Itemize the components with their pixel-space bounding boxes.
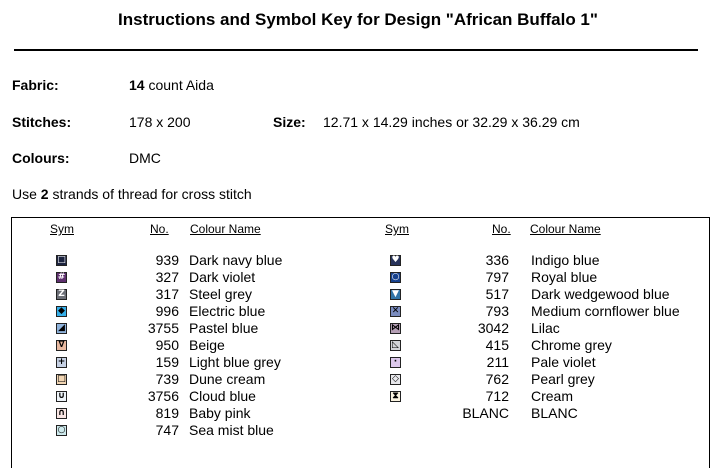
colour-name: Light blue grey — [189, 354, 281, 370]
open-square-icon: □ — [57, 255, 66, 265]
bowtie-icon: ⋈ — [391, 323, 400, 333]
table-row — [12, 286, 702, 303]
stitches-value: 178 x 200 — [129, 114, 191, 130]
size-value: 12.71 x 14.29 inches or 32.29 x 36.29 cm — [323, 114, 580, 130]
colour-number: 797 — [485, 269, 509, 285]
right-sym-header: Sym — [385, 222, 409, 236]
left-sym-header: Sym — [50, 222, 74, 236]
colour-name: Pastel blue — [189, 320, 259, 336]
instruction-post: strands of thread for cross stitch — [52, 186, 252, 202]
colour-number: 317 — [155, 286, 179, 302]
colour-name: Dark wedgewood blue — [531, 286, 670, 302]
colour-number: 793 — [485, 303, 509, 319]
down-triangle-icon: ▼ — [390, 289, 401, 300]
colour-name: Sea mist blue — [189, 422, 274, 438]
instruction-pre: Use — [12, 186, 37, 202]
symbol-key-table — [11, 217, 710, 468]
instruction-text — [12, 186, 252, 202]
fabric-count: 14 — [129, 77, 145, 93]
colour-name: Baby pink — [189, 405, 251, 421]
colour-number: 939 — [155, 252, 179, 268]
hourglass-icon: ⧗ — [390, 391, 401, 402]
colour-number: 3756 — [147, 388, 179, 404]
colour-name: Steel grey — [189, 286, 253, 302]
colour-number: 996 — [155, 303, 179, 319]
right-name-header: Colour Name — [530, 222, 601, 236]
colour-number: 211 — [486, 354, 509, 370]
fabric-rest: count Aida — [148, 77, 214, 93]
instruction-strands: 2 — [40, 186, 49, 202]
nabla-icon: ∇ — [56, 340, 67, 351]
colour-name: Cream — [531, 388, 574, 404]
right-no-header: No. — [492, 222, 511, 236]
table-row — [12, 303, 702, 320]
triangle-corner-icon: ◺ — [390, 340, 401, 351]
colours-label: Colours: — [12, 150, 70, 166]
colour-name: Royal blue — [531, 269, 598, 285]
colour-name: Dark navy blue — [189, 252, 283, 268]
colour-number: 747 — [155, 422, 179, 438]
hash-icon: # — [57, 272, 66, 282]
colour-number: 762 — [485, 371, 509, 387]
colour-name: Pale violet — [531, 354, 596, 370]
colour-number: 739 — [155, 371, 179, 387]
page-title: Instructions and Symbol Key for Design "African Buffalo 1" — [118, 10, 598, 29]
table-row — [12, 405, 702, 422]
triangle-corner-icon: ◢ — [56, 323, 67, 334]
fabric-value — [129, 77, 214, 93]
dot-icon: · — [390, 357, 401, 368]
table-row — [12, 354, 702, 371]
colour-name: Electric blue — [189, 303, 266, 319]
open-square-icon: □ — [57, 374, 66, 384]
table-row — [12, 422, 702, 439]
circle-icon: ○ — [391, 272, 400, 282]
table-row — [12, 337, 702, 354]
colour-number: 415 — [485, 337, 509, 353]
title-rule — [14, 49, 698, 51]
colour-number: 336 — [485, 252, 509, 268]
colours-value: DMC — [129, 150, 161, 166]
heart-icon: ♥ — [391, 255, 400, 265]
colour-number: 819 — [155, 405, 179, 421]
colour-number: 712 — [485, 388, 509, 404]
colour-number: 3042 — [477, 320, 509, 336]
colour-name: BLANC — [531, 405, 578, 421]
colour-number: BLANC — [462, 405, 509, 421]
z-icon: Z — [56, 289, 67, 300]
colour-name: Cloud blue — [189, 388, 256, 404]
circle-icon: ○ — [57, 425, 66, 435]
fabric-label: Fabric: — [12, 77, 59, 93]
table-row — [12, 371, 702, 388]
cross-icon: ✕ — [391, 306, 400, 316]
colour-number: 950 — [155, 337, 179, 353]
colour-name: Medium cornflower blue — [531, 303, 680, 319]
cup-icon: ∪ — [57, 391, 66, 401]
left-name-header: Colour Name — [190, 222, 261, 236]
stitches-label: Stitches: — [12, 114, 72, 130]
size-label: Size: — [273, 114, 306, 130]
colour-name: Indigo blue — [531, 252, 600, 268]
table-row — [12, 252, 702, 269]
colour-number: 159 — [155, 354, 179, 370]
colour-number: 517 — [485, 286, 509, 302]
colour-name: Chrome grey — [531, 337, 612, 353]
colour-name: Lilac — [531, 320, 560, 336]
diamond-icon: ◆ — [56, 306, 67, 317]
table-row — [12, 320, 702, 337]
colour-name: Dark violet — [189, 269, 256, 285]
table-row — [12, 269, 702, 286]
colour-name: Beige — [189, 337, 225, 353]
colour-name: Pearl grey — [531, 371, 595, 387]
colour-number: 327 — [155, 269, 179, 285]
table-row — [12, 388, 702, 405]
left-no-header: No. — [150, 222, 169, 236]
colour-name: Dune cream — [189, 371, 266, 387]
diamond-outline-icon: ◇ — [390, 374, 401, 385]
colour-number: 3755 — [147, 320, 179, 336]
cap-icon: ∩ — [57, 408, 66, 418]
plus-icon: + — [57, 357, 66, 367]
